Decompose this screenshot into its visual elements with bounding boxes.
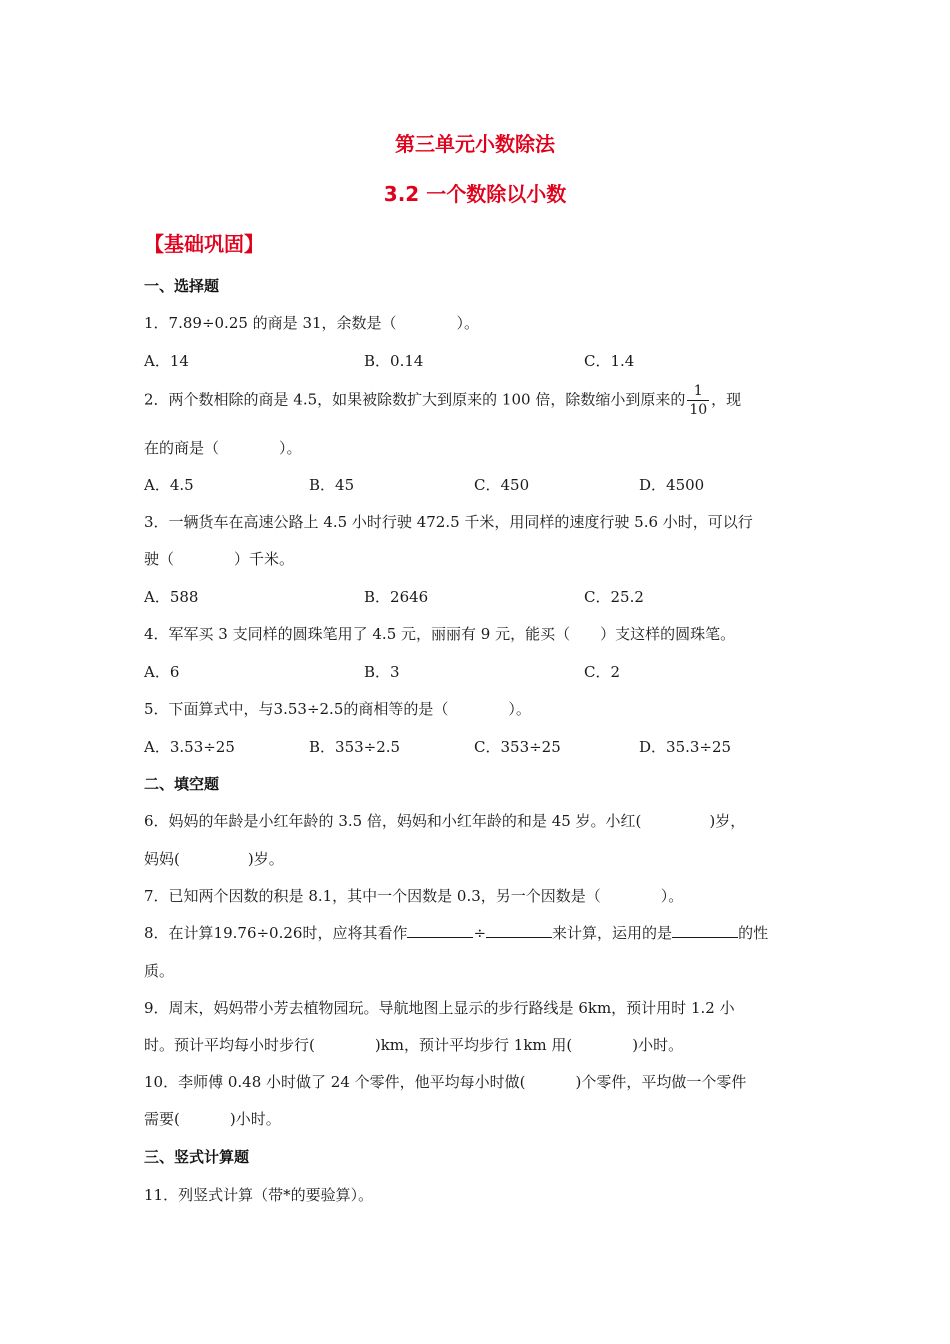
- question-10-line-1: 10．李师傅 0.48 小时做了 24 个零件，他平均每小时做( )个零件，平均做一个零件: [144, 1073, 747, 1091]
- q4-option-a: A．6: [144, 663, 180, 681]
- section-heading-fill: 二、填空题: [144, 775, 220, 793]
- q2-option-d: D．4500: [639, 476, 705, 494]
- q4-option-c: C．2: [584, 663, 621, 681]
- fraction-one-tenth: $\frac{1}{10}$: [689, 383, 708, 418]
- question-3-line-2: 驶（ ）千米。: [144, 550, 295, 568]
- q3-option-a: A．588: [144, 588, 199, 606]
- q3-option-c: C．25.2: [584, 588, 644, 606]
- question-11: 11．列竖式计算（带*的要验算）。: [144, 1186, 374, 1204]
- q5-option-c: C．353÷25: [474, 738, 561, 756]
- question-7: 7．已知两个因数的积是 8.1，其中一个因数是 0.3，另一个因数是（ ）。: [144, 887, 684, 905]
- unit-title: 第三单元小数除法: [395, 132, 555, 156]
- question-2-line-1: 2．两个数相除的商是 4.5，如果被除数扩大到原来的 100 倍，除数缩小到原来的 $\frac{1}{10}$ ，现: [144, 383, 742, 418]
- question-9-line-1: 9．周末，妈妈带小芳去植物园玩。导航地图上显示的步行路线是 6km，预计用时 1.2 小: [144, 999, 735, 1017]
- blank-underline: [486, 923, 552, 938]
- q2-option-b: B．45: [309, 476, 355, 494]
- section-heading-vertical-calc: 三、竖式计算题: [144, 1148, 250, 1166]
- question-9-line-2: 时。预计平均每小时步行( )km，预计平均步行 1km 用( )小时。: [144, 1036, 684, 1054]
- question-1: 1．7.89÷0.25 的商是 31，余数是（ ）。: [144, 314, 480, 332]
- blank-underline: [407, 923, 473, 938]
- q2-option-c: C．450: [474, 476, 530, 494]
- question-3-line-1: 3．一辆货车在高速公路上 4.5 小时行驶 472.5 千米，用同样的速度行驶 5.6 小时，可以行: [144, 513, 753, 531]
- q1-option-b: B．0.14: [364, 352, 424, 370]
- q3-option-b: B．2646: [364, 588, 429, 606]
- q2-option-a: A．4.5: [144, 476, 194, 494]
- q1-option-c: C．1.4: [584, 352, 635, 370]
- section-label: 【基础巩固】: [144, 232, 264, 256]
- section-heading-choice: 一、选择题: [144, 277, 220, 295]
- question-6-line-1: 6．妈妈的年龄是小红年龄的 3.5 倍，妈妈和小红年龄的和是 45 岁。小红( )岁，: [144, 812, 746, 830]
- q1-option-a: A．14: [144, 352, 189, 370]
- question-4: 4．军军买 3 支同样的圆珠笔用了 4.5 元，丽丽有 9 元，能买（ ）支这样的圆珠笔。: [144, 625, 736, 643]
- q5-option-b: B．353÷2.5: [309, 738, 401, 756]
- q4-option-b: B．3: [364, 663, 400, 681]
- q5-option-a: A．3.53÷25: [144, 738, 235, 756]
- question-8-line-1: 8．在计算19.76÷0.26时，应将其看作 ÷ 来计算，运用的是 的性: [144, 924, 769, 942]
- question-2-line-2: 在的商是（ ）。: [144, 439, 302, 457]
- question-8-line-2: 质。: [144, 962, 175, 980]
- q5-option-d: D．35.3÷25: [639, 738, 732, 756]
- question-5: 5．下面算式中，与3.53÷2.5的商相等的是（ ）。: [144, 700, 531, 718]
- lesson-title: 3.2 一个数除以小数: [383, 182, 567, 206]
- question-10-line-2: 需要( )小时。: [144, 1110, 281, 1128]
- question-6-line-2: 妈妈( )岁。: [144, 850, 284, 868]
- blank-underline: [672, 923, 738, 938]
